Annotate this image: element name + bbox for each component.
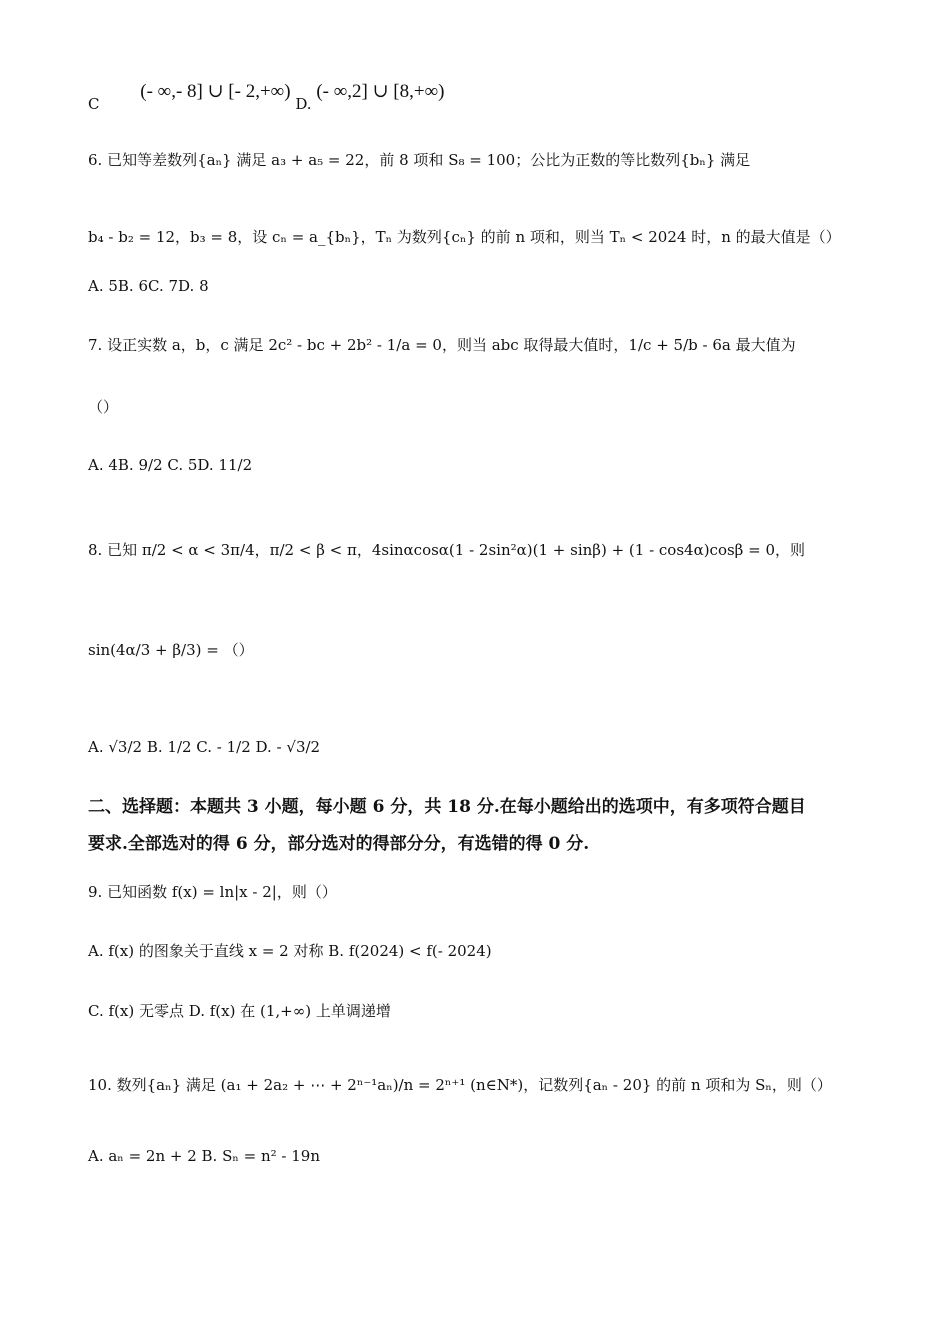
q10-stem: 10. 数列{aₙ} 满足 (a₁ + 2a₂ + ⋯ + 2ⁿ⁻¹aₙ)/n = 2ⁿ⁺¹ (n∈N*)，记数列{aₙ - 20} 的前 n 项和为 Sₙ，则（） xyxy=(88,1076,832,1094)
q7-options: A. 4B. 9/2 C. 5D. 11/2 xyxy=(88,456,253,474)
q7-stem: 7. 设正实数 a，b，c 满足 2c² - bc + 2b² - 1/a = 0，则当 abc 取得最大值时，1/c + 5/b - 6a 最大值为 xyxy=(88,336,796,354)
q6-stem-line1: 6. 已知等差数列{aₙ} 满足 a₃ + a₅ = 22，前 8 项和 S₈ = 100；公比为正数的等比数列{bₙ} 满足 xyxy=(88,151,751,169)
q5-options-cd xyxy=(88,81,445,114)
q6-options: A. 5B. 6C. 7D. 8 xyxy=(88,277,209,295)
q8-stem-line2: sin(4α/3 + β/3) = （） xyxy=(88,641,254,659)
option-d-expr: (- ∞,2] ∪ [8,+∞) xyxy=(316,81,445,102)
q9-options-cd: C. f(x) 无零点 D. f(x) 在 (1,+∞) 上单调递增 xyxy=(88,1002,391,1020)
option-d-label: D. xyxy=(295,95,312,113)
option-c-label: C xyxy=(88,95,100,113)
q8-stem-line1: 8. 已知 π/2 < α < 3π/4，π/2 < β < π，4sinαcosα(1 - 2sin²α)(1 + sinβ) + (1 - cos4α)cosβ = 0，则 xyxy=(88,541,806,559)
q9-options-ab: A. f(x) 的图象关于直线 x = 2 对称 B. f(2024) < f(- 2024) xyxy=(88,942,492,960)
q9-stem: 9. 已知函数 f(x) = ln|x - 2|，则（） xyxy=(88,883,337,901)
section2-heading-line2: 要求.全部选对的得 6 分，部分选对的得部分分，有选错的得 0 分. xyxy=(88,834,590,854)
q7-paren: （） xyxy=(88,398,119,416)
q10-options-ab: A. aₙ = 2n + 2 B. Sₙ = n² - 19n xyxy=(88,1147,320,1165)
option-c-expr: (- ∞,- 8] ∪ [- 2,+∞) xyxy=(140,81,291,102)
section2-heading-line1: 二、选择题：本题共 3 小题，每小题 6 分，共 18 分.在每小题给出的选项中，有多项符合题目 xyxy=(88,797,806,817)
q8-options: A. √3/2 B. 1/2 C. - 1/2 D. - √3/2 xyxy=(88,738,321,756)
q6-stem-line2: b₄ - b₂ = 12，b₃ = 8，设 cₙ = a_{bₙ}，Tₙ 为数列{cₙ} 的前 n 项和，则当 Tₙ < 2024 时，n 的最大值是（） xyxy=(88,228,841,246)
